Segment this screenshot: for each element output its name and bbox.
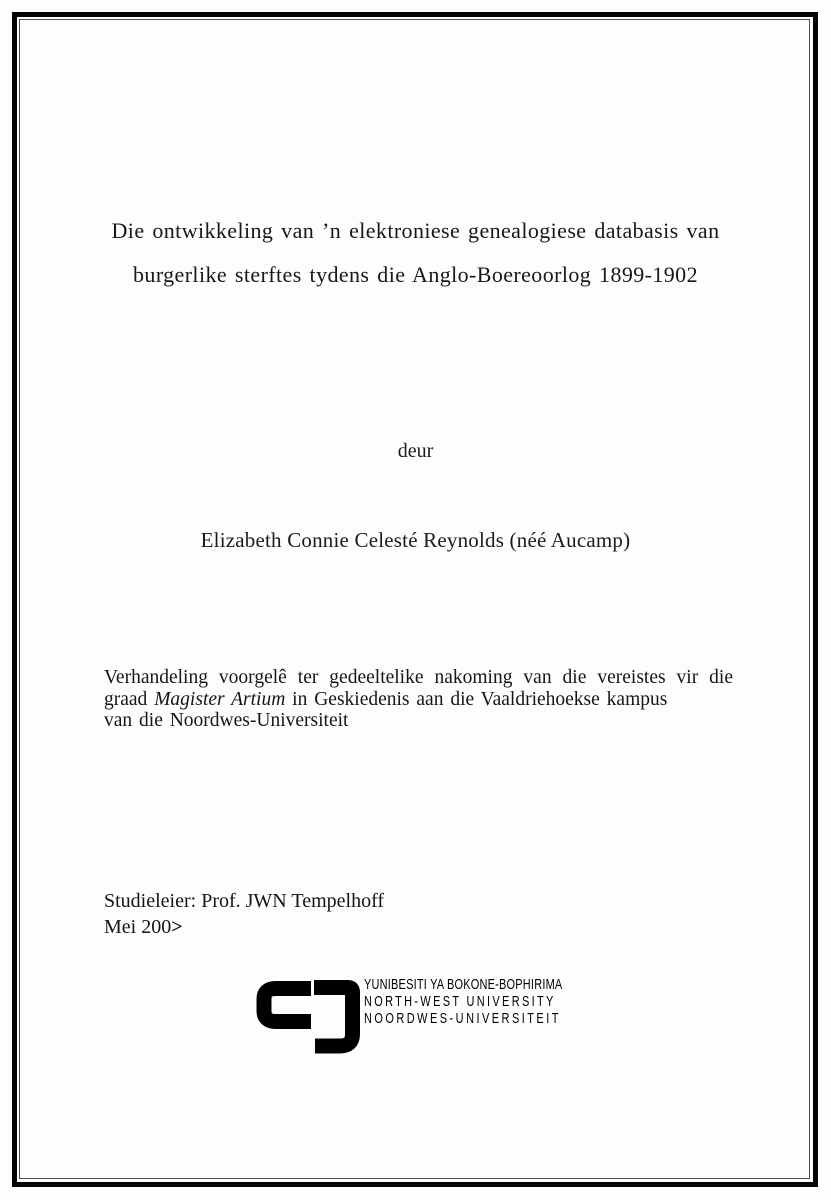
left-link [264, 989, 311, 1022]
logo-text-english: NORTH-WEST UNIVERSITY [364, 993, 556, 1010]
nwu-logo-mark-icon [254, 976, 364, 1056]
thesis-title-line1: Die ontwikkeling van ’n elektroniese genealogiese databasis van [111, 218, 720, 243]
nwu-logo-wordmark [364, 976, 562, 1027]
logo-text-afrikaans: NOORDWES-UNIVERSITEIT [364, 1010, 561, 1027]
supervisor-line: Studieleier: Prof. JWN Tempelhoff [104, 890, 385, 912]
nwu-logo [254, 976, 584, 1056]
thesis-title-line2: burgerlike sterftes tydens die Anglo-Boereoorlog 1899-1902 [133, 262, 698, 287]
degree-statement-line2 [104, 689, 733, 711]
degree-name-italic: Magister Artium [154, 688, 286, 710]
date-prefix: Mei 200 [104, 916, 172, 938]
date-seven-glyph: > [171, 916, 183, 938]
author-name: Elizabeth Connie Celesté Reynolds (néé Aucamp) [200, 528, 631, 552]
logo-text-setswana: YUNIBESITI YA BOKONE-BOPHIRIMA [364, 976, 563, 993]
degree-statement-line2-prefix: graad [104, 688, 155, 710]
degree-statement [104, 667, 733, 732]
byline-deur: deur [397, 440, 434, 462]
degree-statement-line1: Verhandeling voorgelê ter gedeeltelike nakoming van die vereistes vir die [104, 667, 733, 688]
degree-statement-line3: van die Noordwes-Universiteit [104, 710, 349, 731]
thesis-title [60, 209, 771, 297]
degree-statement-line2-suffix: in Geskiedenis aan die Vaaldriehoekse kampus [285, 688, 668, 710]
supervisor-block [104, 888, 384, 940]
date-line [104, 914, 384, 940]
